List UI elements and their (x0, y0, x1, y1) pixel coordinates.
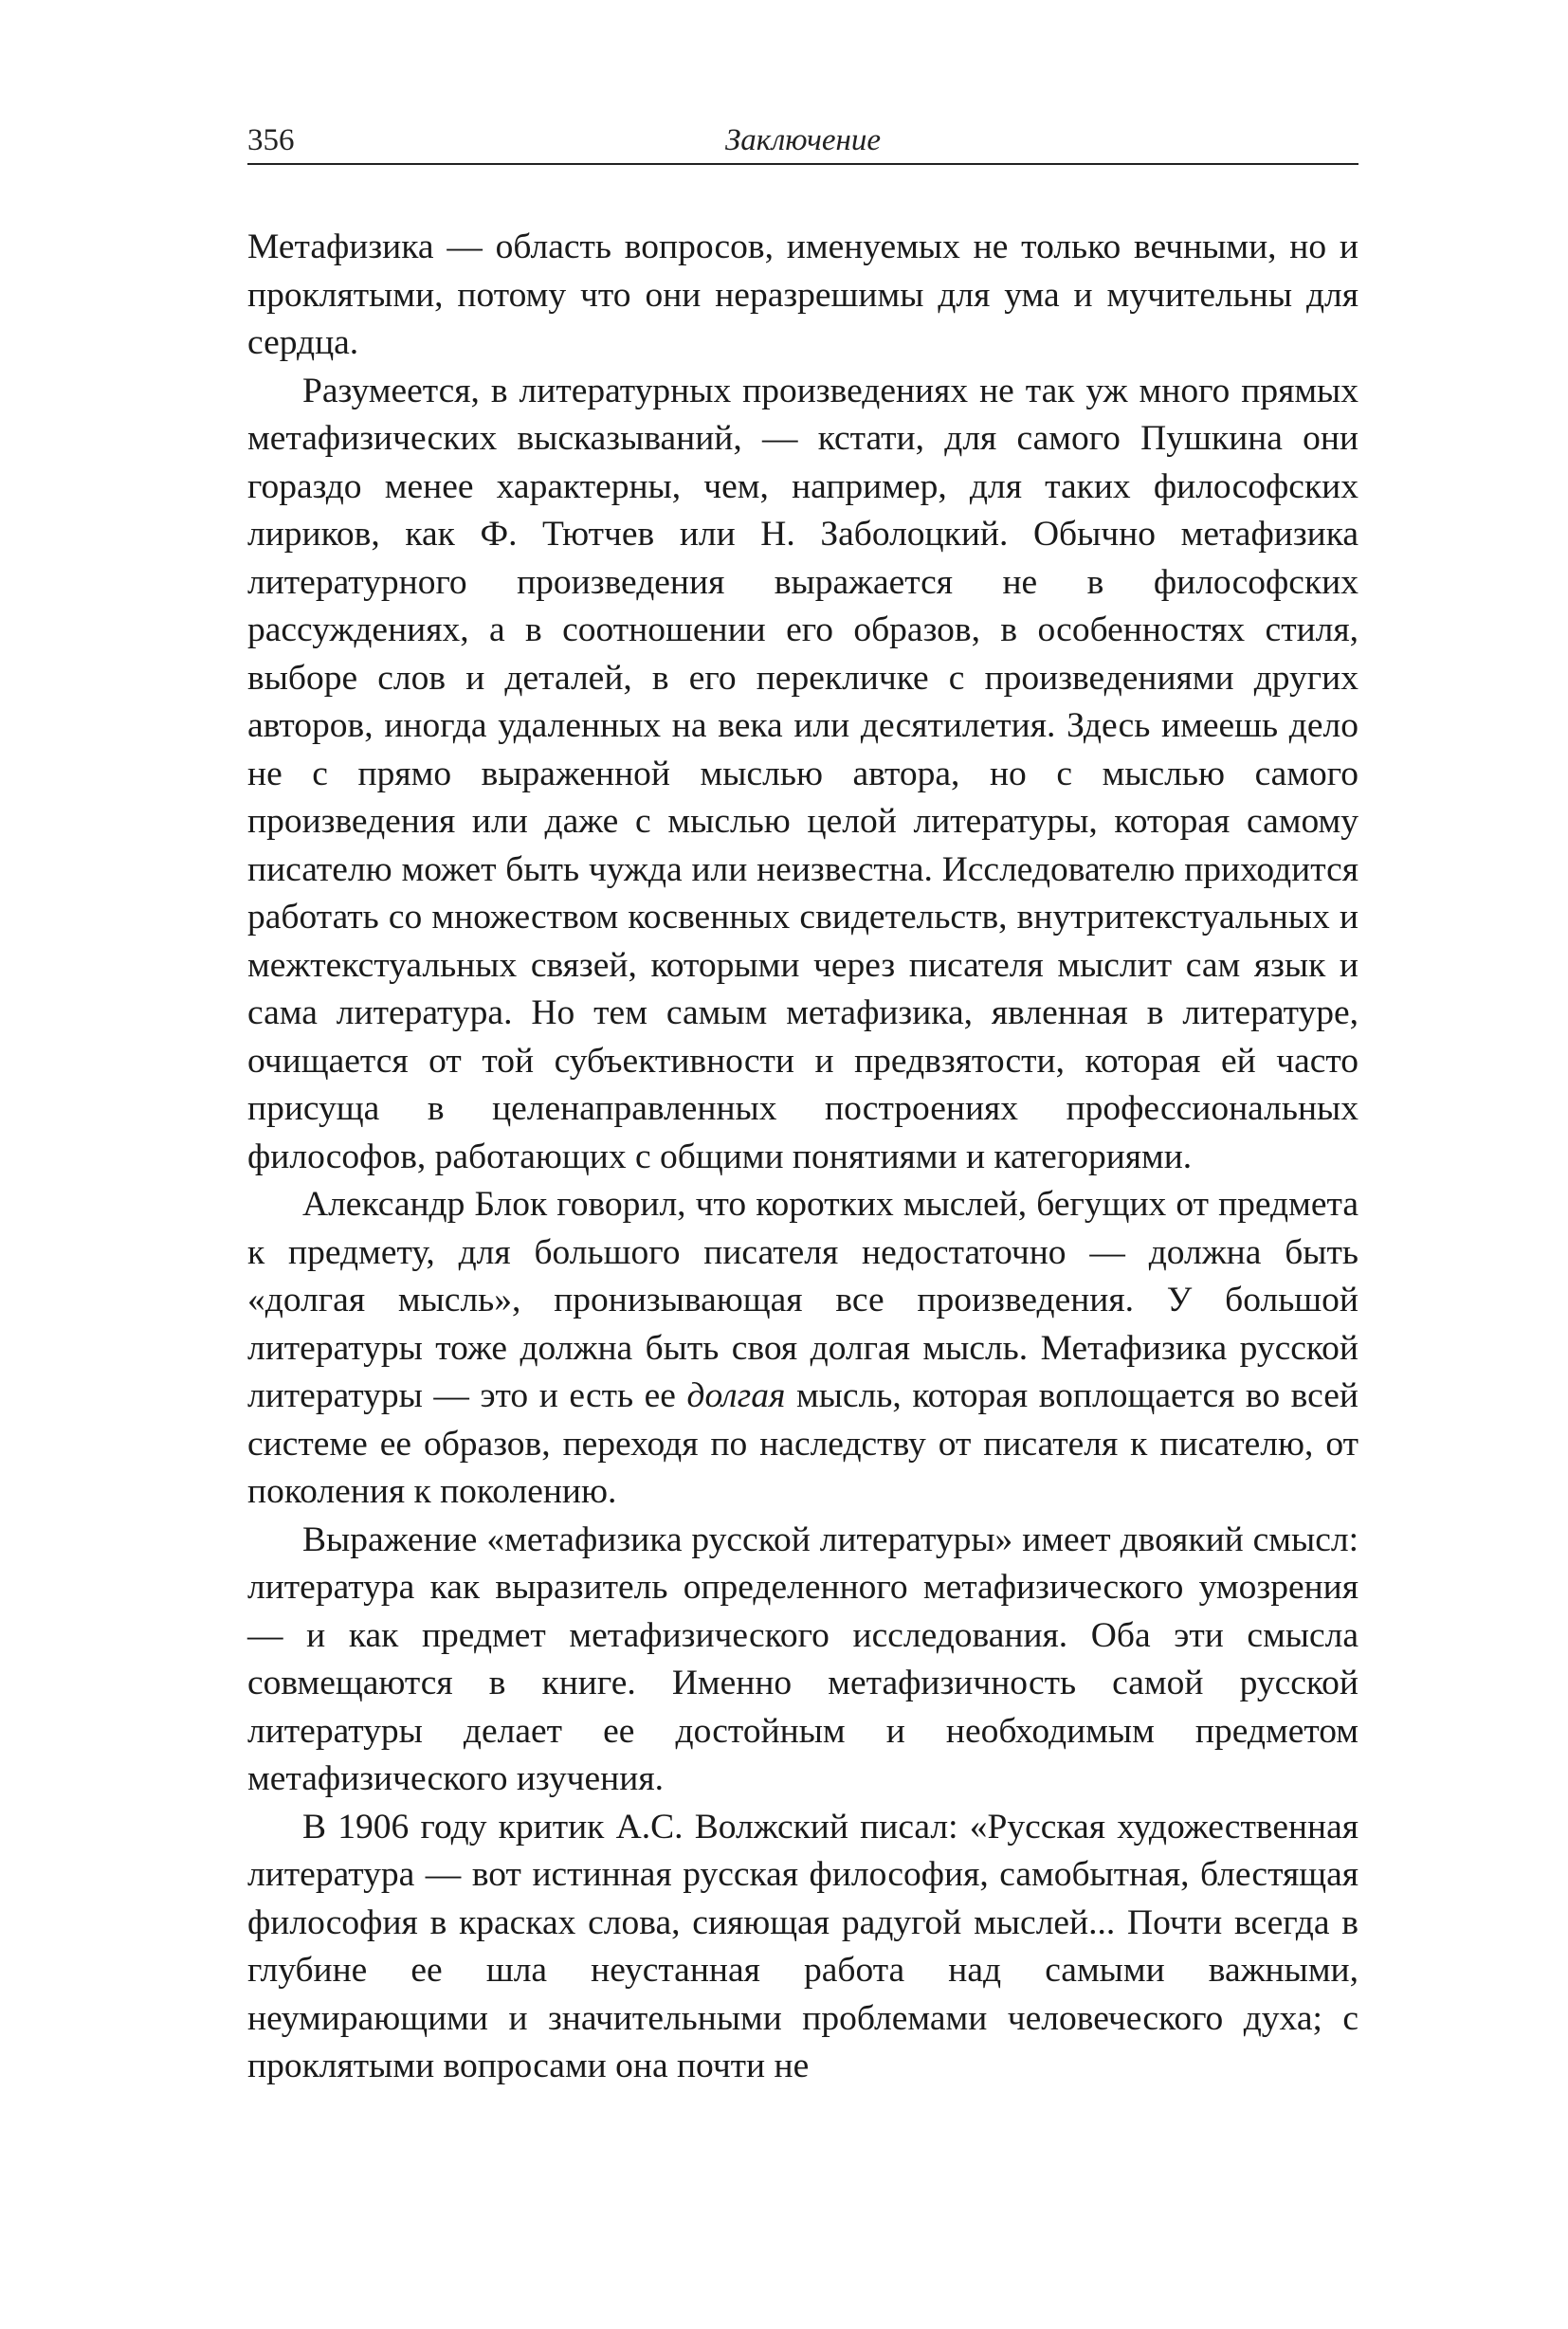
paragraph-4: Выражение «метафизика русской литературы» имеет двоякий смысл: литература как выразитель определенного метафизического умозрения — и как предмет метафизического исследования. Оба эти смысла совмещаются в книге. Именно метафизичность самой русской литературы делает ее достойным и необходимым предметом метафизического изучения. (247, 1519, 1358, 1798)
section-title: Заключение (724, 123, 882, 157)
paragraph-3-text-after: мысль, которая воплощается во всей системе ее образов, переходя по наследству от писателя к писателю, от поколения к поколению. (247, 1376, 1358, 1511)
paragraph-3 (247, 1181, 1358, 1517)
paragraph-2: Разумеется, в литературных произведениях не так уж много прямых метафизических высказываний, — кстати, для самого Пушкина они гораздо менее характерны, чем, например, для таких философских лириков, как Ф. Тютчев или Н. Заболоцкий. Обычно метафизика литературного произведения выражается не в философских рассуждениях, а в соотношении его образов, в особенностях стиля, выборе слов и деталей, в его перекличке с произведениями других авторов, иногда удаленных на века или десятилетия. Здесь имеешь дело не с прямо выраженной мыслью автора, но с мыслью самого произведения или даже с мыслью целой литературы, которая самому писателю может быть чужда или неизвестна. Исследователю приходится работать со множеством косвенных свидетельств, внутритекстуальных и межтекстуальных связей, которыми через писателя мыслит сам язык и сама литература. Но тем самым метафизика, явленная в литературе, очищается от той субъективности и предвзятости, которая ей часто присуща в целенаправленных построениях профессиональных философов, работающих с общими понятиями и категориями. (247, 371, 1358, 1176)
book-page (247, 121, 1358, 2091)
body-text (247, 224, 1358, 2091)
paragraph-1: Метафизика — область вопросов, именуемых не только вечными, но и проклятыми, потому что они неразрешимы для ума и мучительны для сердца. (247, 227, 1358, 362)
paragraph-5: В 1906 году критик А.С. Волжский писал: «Русская художественная литература — вот истинная русская философия, самобытная, блестящая философия в красках слова, сияющая радугой мыслей... Почти всегда в глубине ее шла неустанная работа над самыми важными, неумирающими и значительными проблемами человеческого духа; с проклятыми вопросами она почти не (247, 1807, 1358, 2085)
paragraph-3-emphasis: долгая (686, 1376, 786, 1415)
paragraph-3-text-before: Александр Блок говорил, что коротких мыслей, бегущих от предмета к предмету, для большого писателя недостаточно — должна быть «долгая мысль», пронизывающая все произведения. У большой литературы тоже должна быть своя долгая мысль. Метафизика русской литературы — это и есть ее (247, 1185, 1358, 1415)
page-number: 356 (247, 123, 295, 157)
running-header (247, 121, 1358, 165)
